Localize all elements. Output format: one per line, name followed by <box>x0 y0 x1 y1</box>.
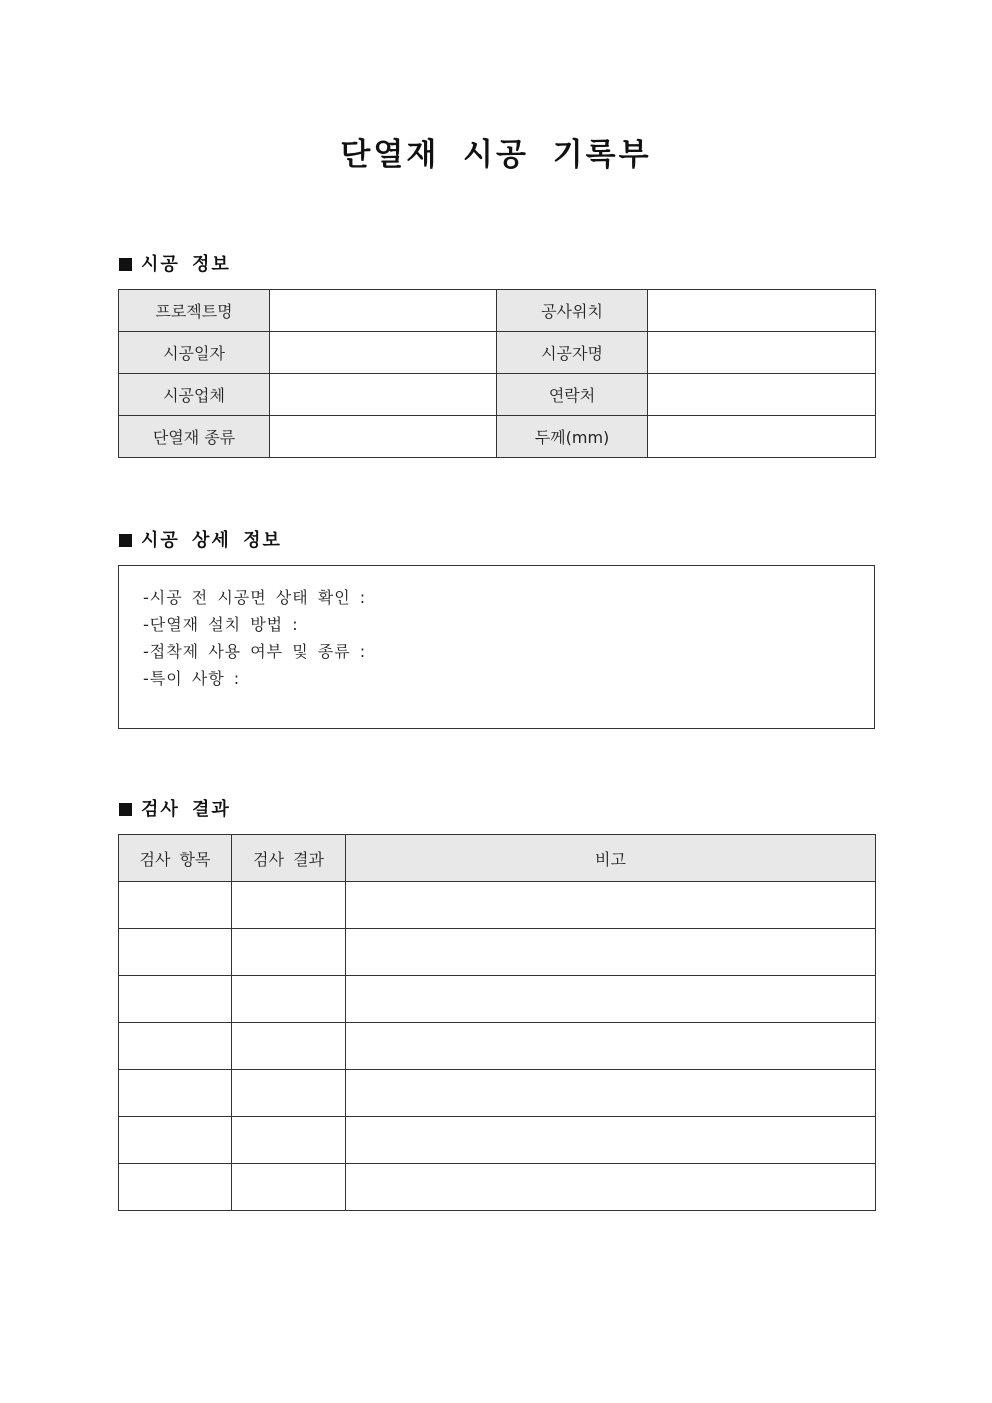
info-value-thickness[interactable] <box>648 416 876 458</box>
result-cell-item[interactable] <box>119 1117 232 1164</box>
result-cell-note[interactable] <box>346 1117 876 1164</box>
detail-line-surface-check: -시공 전 시공면 상태 확인 : <box>143 588 367 607</box>
table-row <box>119 882 876 929</box>
result-cell-item[interactable] <box>119 1070 232 1117</box>
section-heading-result-text: 검사 결과 <box>141 799 231 820</box>
result-column-header-note: 비고 <box>346 835 876 882</box>
info-row <box>119 332 876 374</box>
info-value-worker-name[interactable] <box>648 332 876 374</box>
info-row <box>119 416 876 458</box>
section-heading-detail <box>119 529 282 553</box>
result-cell-note[interactable] <box>346 1023 876 1070</box>
info-table <box>118 289 876 458</box>
info-value-construction-date[interactable] <box>270 332 497 374</box>
info-value-contact[interactable] <box>648 374 876 416</box>
result-cell-note[interactable] <box>346 882 876 929</box>
detail-line-install-method: -단열재 설치 방법 : <box>143 615 299 634</box>
result-cell-item[interactable] <box>119 1164 232 1211</box>
result-cell-note[interactable] <box>346 976 876 1023</box>
square-bullet-icon <box>119 803 132 816</box>
result-cell-result[interactable] <box>232 882 346 929</box>
detail-box[interactable] <box>118 565 875 729</box>
info-label-contact: 연락처 <box>497 374 648 416</box>
info-value-site-location[interactable] <box>648 290 876 332</box>
page-title: 단열재 시공 기록부 <box>340 137 652 173</box>
section-heading-result <box>119 798 231 822</box>
result-cell-note[interactable] <box>346 1070 876 1117</box>
detail-lines <box>143 584 366 692</box>
result-cell-result[interactable] <box>232 1117 346 1164</box>
table-row <box>119 976 876 1023</box>
table-row <box>119 1117 876 1164</box>
result-cell-result[interactable] <box>232 1070 346 1117</box>
info-label-thickness: 두께(mm) <box>497 416 648 458</box>
table-row <box>119 1164 876 1211</box>
square-bullet-icon <box>119 534 132 547</box>
table-row <box>119 1070 876 1117</box>
result-header-row <box>119 835 876 882</box>
info-label-construction-date: 시공일자 <box>119 332 270 374</box>
info-value-contractor[interactable] <box>270 374 497 416</box>
info-row <box>119 374 876 416</box>
result-cell-item[interactable] <box>119 1023 232 1070</box>
info-value-project-name[interactable] <box>270 290 497 332</box>
detail-line-adhesive: -접착제 사용 여부 및 종류 : <box>143 642 367 661</box>
info-label-project-name: 프로젝트명 <box>119 290 270 332</box>
section-heading-detail-text: 시공 상세 정보 <box>141 530 282 551</box>
result-cell-item[interactable] <box>119 929 232 976</box>
result-cell-result[interactable] <box>232 1164 346 1211</box>
info-label-worker-name: 시공자명 <box>497 332 648 374</box>
table-row <box>119 929 876 976</box>
result-cell-result[interactable] <box>232 1023 346 1070</box>
info-label-site-location: 공사위치 <box>497 290 648 332</box>
result-cell-note[interactable] <box>346 929 876 976</box>
result-column-header-result: 검사 결과 <box>232 835 346 882</box>
result-column-header-item: 검사 항목 <box>119 835 232 882</box>
result-table <box>118 834 876 1211</box>
result-cell-note[interactable] <box>346 1164 876 1211</box>
info-value-insulation-type[interactable] <box>270 416 497 458</box>
result-cell-result[interactable] <box>232 976 346 1023</box>
section-heading-info-text: 시공 정보 <box>141 254 231 275</box>
section-heading-info <box>119 253 231 277</box>
info-label-contractor: 시공업체 <box>119 374 270 416</box>
info-row <box>119 290 876 332</box>
table-row <box>119 1023 876 1070</box>
detail-line-remarks: -특이 사항 : <box>143 669 241 688</box>
result-cell-item[interactable] <box>119 882 232 929</box>
square-bullet-icon <box>119 258 132 271</box>
info-label-insulation-type: 단열재 종류 <box>119 416 270 458</box>
result-cell-item[interactable] <box>119 976 232 1023</box>
result-cell-result[interactable] <box>232 929 346 976</box>
